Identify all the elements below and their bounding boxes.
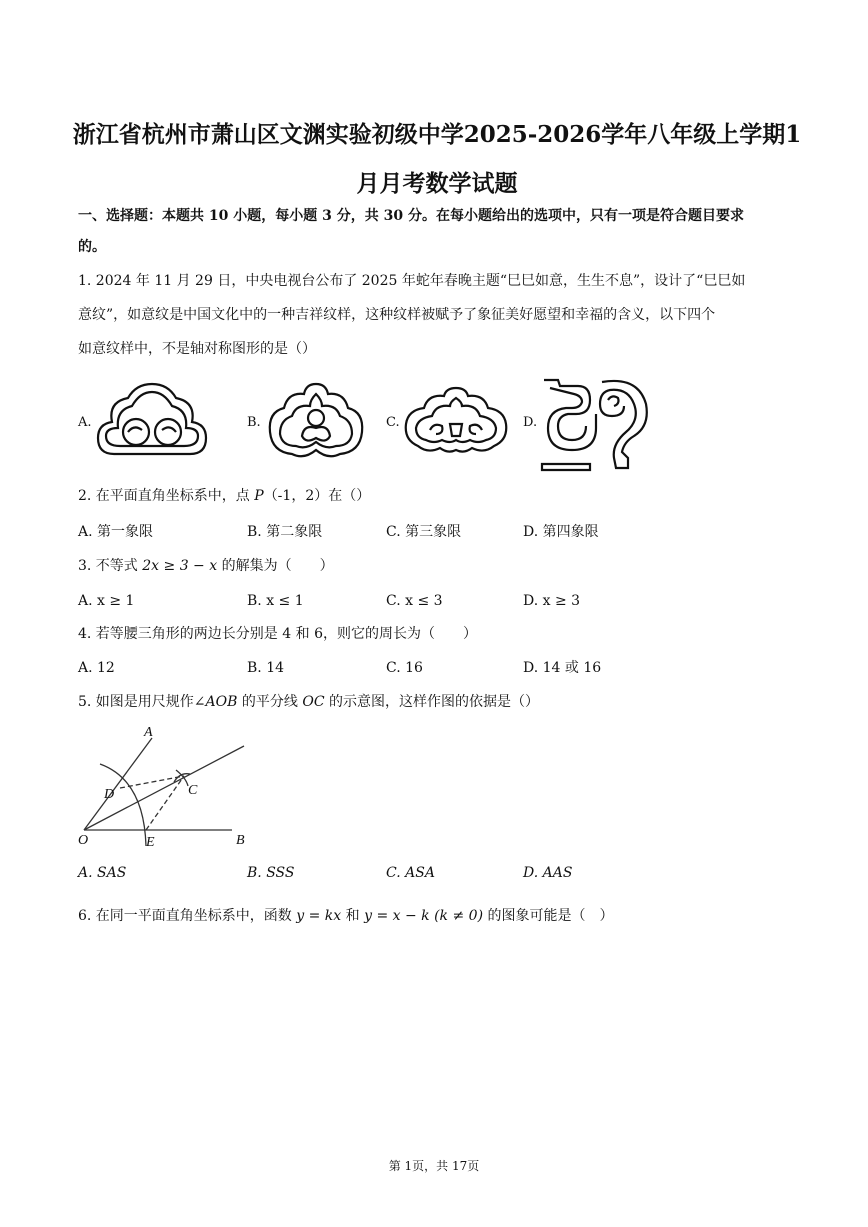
q5-label-a: A — [144, 725, 153, 740]
q3-stem — [78, 556, 334, 576]
section-heading-line2: 的。 — [78, 239, 106, 255]
q2-option-a: A. 第一象限 — [78, 524, 154, 540]
q2-point-variable: P — [254, 488, 264, 504]
q6-stem-after: 的图象可能是（ ） — [483, 908, 614, 924]
q2-option-b: B. 第二象限 — [247, 524, 323, 540]
q1-stem-line3: 如意纹样中，不是轴对称图形的是（） — [78, 341, 316, 357]
q3-option-c: C. x ≤ 3 — [386, 593, 443, 609]
q1-figure-c — [400, 384, 512, 458]
q3-inequality: 2x ≥ 3 − x — [142, 558, 218, 574]
q5-option-c: C. ASA — [386, 865, 435, 881]
q5-angle-name: AOB — [205, 694, 238, 710]
q6-function-2: y = x − k (k ≠ 0) — [364, 908, 484, 924]
q5-stem — [78, 692, 539, 712]
q2-option-d: D. 第四象限 — [523, 524, 599, 540]
q5-stem-before: 5. 如图是用尺规作∠ — [78, 694, 206, 710]
q5-option-a: A. SAS — [78, 865, 127, 881]
q6-function-1: y = kx — [296, 908, 342, 924]
q6-stem-before: 6. 在同一平面直角坐标系中，函数 — [78, 908, 297, 924]
q1-stem-line2: 意纹”，如意纹是中国文化中的一种吉祥纹样，这种纹样被赋予了象征美好愿望和幸福的含义，以下四个 — [78, 307, 716, 323]
q1-stem-line1: 1. 2024 年 11 月 29 日，中央电视台公布了 2025 年蛇年春晚主题“巳巳如意，生生不息”，设计了“巳巳如 — [78, 273, 746, 289]
q5-option-b: B. SSS — [247, 865, 295, 881]
q5-option-d: D. AAS — [523, 865, 573, 881]
q2-stem-before: 2. 在平面直角坐标系中，点 — [78, 488, 255, 504]
page-title: 浙江省杭州市萧山区文渊实验初级中学2025-2026学年八年级上学期1月月考数学试题 — [72, 121, 802, 197]
q5-stem-mid: 的平分线 — [237, 694, 303, 710]
q3-option-d: D. x ≥ 3 — [523, 593, 581, 609]
q3-stem-after: 的解集为（ ） — [217, 558, 334, 574]
q1-option-c-label: C. — [386, 415, 400, 430]
q6-stem — [78, 906, 614, 926]
q1-option-d-label: D. — [523, 415, 538, 430]
q4-option-a: A. 12 — [78, 660, 115, 676]
q3-option-a: A. x ≥ 1 — [78, 593, 135, 609]
q4-option-d: D. 14 或 16 — [523, 660, 602, 676]
q5-label-d: D — [104, 787, 115, 802]
q2-stem-after: （-1，2）在（） — [263, 488, 371, 504]
q5-angle-bisector-figure — [72, 720, 262, 854]
q1-option-b-label: B. — [247, 415, 261, 430]
q3-stem-before: 3. 不等式 — [78, 558, 143, 574]
q4-option-b: B. 14 — [247, 660, 285, 676]
q5-bisector-name: OC — [302, 694, 325, 710]
section-heading-line1: 一、选择题：本题共 10 小题，每小题 3 分，共 30 分。在每小题给出的选项中，只有一项是符合题目要求 — [78, 208, 744, 224]
q1-figure-a — [94, 380, 210, 462]
q5-label-c: C — [188, 783, 198, 798]
q1-figure-d — [538, 374, 654, 472]
q2-stem — [78, 486, 370, 506]
q5-label-o: O — [78, 833, 89, 848]
q5-stem-after: 的示意图，这样作图的依据是（） — [324, 694, 539, 710]
q1-option-a-label: A. — [78, 415, 92, 430]
q3-option-b: B. x ≤ 1 — [247, 593, 304, 609]
q4-option-c: C. 16 — [386, 660, 423, 676]
q4-stem: 4. 若等腰三角形的两边长分别是 4 和 6，则它的周长为（ ） — [78, 626, 477, 642]
q5-label-b: B — [236, 833, 245, 848]
q1-figure-b — [264, 380, 368, 462]
page-footer: 第 1页，共 17页 — [388, 1159, 480, 1173]
q2-option-c: C. 第三象限 — [386, 524, 462, 540]
q6-stem-mid: 和 — [341, 908, 365, 924]
q5-label-e: E — [146, 835, 155, 850]
